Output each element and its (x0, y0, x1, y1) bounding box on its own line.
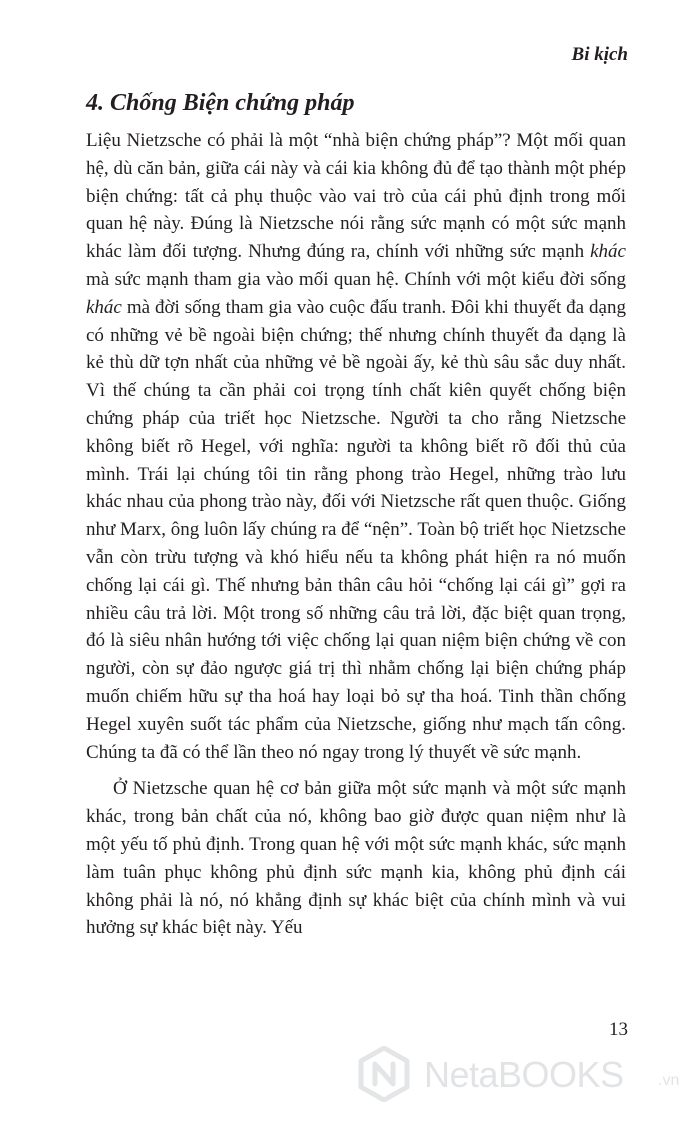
watermark (358, 1040, 698, 1110)
emphasis-text: khác (590, 241, 626, 263)
watermark-suffix: .vn (658, 1072, 680, 1089)
paragraph-1 (86, 127, 626, 766)
text-segment: Ở Nietzsche quan hệ cơ bản giữa một sức mạnh và một sức mạnh khác, trong bản chất của nó, không bao giờ được quan niệm như là một yếu tố phủ định. Trong quan hệ với một sức mạnh khác, sức mạnh làm tuân phục không phủ định sức mạnh kia, không phủ định cái không phải là nó, nó khẳng định sự khác biệt của chính mình và vui hưởng sự khác biệt này. Yếu (86, 778, 626, 939)
body-text (86, 127, 626, 942)
emphasis-text: khác (86, 296, 122, 318)
watermark-brand: NetaBOOKS (424, 1054, 624, 1095)
text-segment: mà sức mạnh tham gia vào mối quan hệ. Chính với một kiểu đời sống (86, 268, 626, 290)
running-head: Bi kịch (571, 44, 628, 65)
paragraph-2 (86, 775, 626, 942)
text-segment: Liệu Nietzsche có phải là một “nhà biện chứng pháp”? Một mối quan hệ, dù căn bản, giữa cái này và cái kia không đủ để tạo thành một phép biện chứng: tất cả phụ thuộc vào vai trò của cái phủ định trong mối quan hệ này. Đúng là Nietzsche nói rằng sức mạnh có một sức mạnh khác làm đối tượng. Nhưng đúng ra, chính với những sức mạnh (86, 130, 626, 263)
section-title: 4. Chống Biện chứng pháp (86, 90, 355, 116)
text-segment: mà đời sống tham gia vào cuộc đấu tranh. Đôi khi thuyết đa dạng có những vẻ bề ngoài biện chứng; thế nhưng chính thuyết đa dạng là kẻ thù dữ tợn nhất của những vẻ bề ngoài ấy, kẻ thù sâu sắc duy nhất. Vì thế chúng ta cần phải coi trọng tính chất kiên quyết chống biện chứng pháp của triết học Nietzsche. Người ta cho rằng Nietzsche không biết rõ Hegel, với nghĩa: người ta không biết rõ đối thủ của mình. Trái lại chúng tôi tin rằng phong trào Hegel, những trào lưu khác nhau của phong trào này, đối với Nietzsche rất quen thuộc. Giống như Marx, ông luôn lấy chúng ra để “nện”. Toàn bộ triết học Nietzsche vẫn còn trừu tượng và khó hiểu nếu ta không phát hiện ra nó muốn chống lại cái gì. Thế nhưng bản thân câu hỏi “chống lại cái gì” gợi ra nhiều câu trả lời. Một trong số những câu trả lời, đặc biệt quan trọng, đó là siêu nhân hướng tới việc chống lại quan niệm biện chứng về con người, còn sự đảo ngược giá trị thì nhằm chống lại biện chứng pháp muốn chiếm hữu sự tha hoá hay loại bỏ sự tha hoá. Tinh thần chống Hegel xuyên suốt tác phẩm của Nietzsche, giống như mạch tấn công. Chúng ta đã có thể lần theo nó ngay trong lý thuyết về sức mạnh. (86, 296, 626, 763)
netabooks-logo-icon (358, 1046, 410, 1102)
page-number: 13 (609, 1019, 628, 1040)
